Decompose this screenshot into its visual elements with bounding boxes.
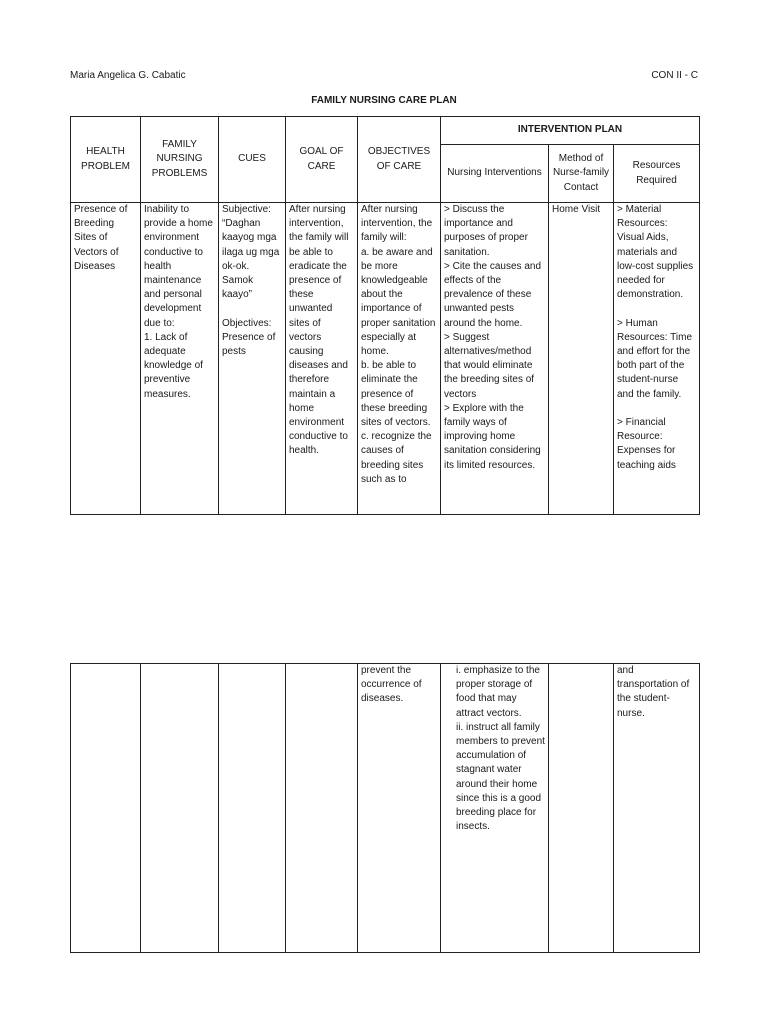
method-text: Home Visit	[552, 204, 601, 215]
cell-empty-health-problem	[71, 664, 141, 953]
col-nursing-interventions: Nursing Interventions	[441, 145, 549, 203]
cell-empty-method	[549, 664, 614, 953]
intervention-text-1: > Discuss the importance and purposes of proper sanitation.	[444, 204, 528, 258]
cell-cues	[219, 203, 286, 515]
resource-text-3: > Financial Resource: Expenses for teaching aids	[617, 417, 676, 471]
cell-interventions-continued	[441, 664, 549, 953]
col-objectives-of-care: OBJECTIVES OF CARE	[358, 117, 441, 203]
cell-resources-required	[614, 203, 700, 515]
objective-text-3: b. be able to eliminate the presence of these breeding sites of vectors.	[361, 360, 431, 429]
objective-text-4: c. recognize the causes of breeding sites such as to	[361, 431, 432, 485]
resource-text-2: > Human Resources: Time and effort for the both part of the student-nurse and the family.	[617, 317, 693, 400]
cell-objectives-of-care	[358, 203, 441, 515]
cell-family-nursing-problems	[141, 203, 219, 515]
cell-method-of-contact	[549, 203, 614, 515]
resource-text-1: > Material Resources: Visual Aids, materials and low-cost supplies needed for demonstration.	[617, 204, 694, 301]
col-health-problem: HEALTH PROBLEM	[71, 117, 141, 203]
cell-goal-of-care	[286, 203, 358, 515]
cell-nursing-interventions	[441, 203, 549, 515]
page-title: FAMILY NURSING CARE PLAN	[311, 95, 457, 106]
col-goal-of-care: GOAL OF CARE	[286, 117, 358, 203]
cell-empty-goal	[286, 664, 358, 953]
objective-text-2: a. be aware and be more knowledgeable about the importance of proper sanitation especially at home.	[361, 246, 436, 358]
care-plan-table-continued	[70, 663, 700, 953]
intervention-sub-2: ii. instruct all family members to prevent accumulation of stagnant water around their home since this is a good breeding place for insects.	[456, 721, 545, 833]
col-intervention-plan: INTERVENTION PLAN	[441, 117, 700, 145]
health-problem-text: Presence of Breeding Sites of Vectors of Diseases	[74, 204, 128, 272]
col-family-nursing-problems: FAMILY NURSING PROBLEMS	[141, 117, 219, 203]
resource-continued-text: and transportation of the student-nurse.	[617, 665, 690, 719]
col-method-of-contact: Method of Nurse-family Contact	[549, 145, 614, 203]
cues-objectives: Objectives: Presence of pests	[222, 317, 276, 358]
cell-health-problem	[71, 203, 141, 515]
care-plan-table	[70, 116, 700, 515]
course-code: CON II - C	[651, 70, 698, 81]
intervention-text-4: > Explore with the family ways of improving home sanitation considering its limited resources.	[444, 402, 541, 471]
objective-text-1: After nursing intervention, the family will:	[361, 204, 433, 244]
goal-text: After nursing intervention, the family will be able to eradicate the presence of these unwanted sites of vectors causing diseases and therefore maintain a home environment conductive to health.	[289, 204, 349, 457]
intervention-text-2: > Cite the causes and effects of the prevalence of these unwanted pests around the home.	[444, 260, 542, 329]
cues-subjective: Subjective: “Daghan kaayog mga ilaga ug mga ok-ok. Samok kaayo”	[222, 204, 280, 301]
cell-empty-fnp	[141, 664, 219, 953]
fnp-text-2: 1. Lack of adequate knowledge of preventive measures.	[144, 331, 203, 400]
cell-empty-cues	[219, 664, 286, 953]
col-resources-required: Resources Required	[614, 145, 700, 203]
fnp-text-1: Inability to provide a home environment conductive to health maintenance and personal development due to:	[144, 204, 213, 329]
cell-objectives-continued	[358, 664, 441, 953]
cell-resources-continued	[614, 664, 700, 953]
col-cues: CUES	[219, 117, 286, 203]
objective-continued-text: prevent the occurrence of diseases.	[361, 665, 422, 705]
intervention-text-3: > Suggest alternatives/method that would eliminate the breeding sites of vectors	[444, 331, 535, 400]
author-name: Maria Angelica G. Cabatic	[70, 70, 186, 81]
intervention-sub-1: i. emphasize to the proper storage of food that may attract vectors.	[456, 665, 540, 719]
